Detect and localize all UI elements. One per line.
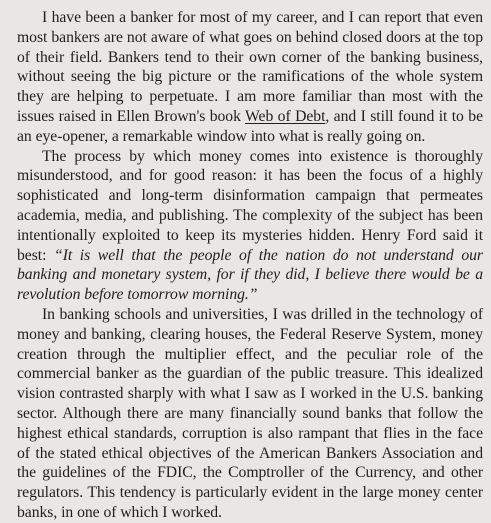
paragraph-3-text: In banking schools and universities, I was drilled in the technology of money and banking, clearing houses, the Federal Reserve System, money creation through the multiplier effect, and the peculiar role of the commercial banker as the guardian of the public treasure. This idealized vision contrasted sharply with what I saw as I worked in the U.S. banking sector. Although there are many financially sound banks that follow the highest ethical standards, corruption is also rampant that flies in the face of the stated ethical objectives of the American Bankers Association and the guidelines of the FDIC, the Comptroller of the Currency, and other regulators. This tendency is particularly evident in the large money center banks, in one of which I worked.	[17, 305, 483, 521]
body-text	[17, 8, 483, 523]
paragraph-1-text-before: I have been a banker for most of my career, and I can report that even most bankers are not aware of what goes on behind closed doors at the top of their field. Bankers tend to their own corner of the banking business, without seeing the big picture or the ramifications of the whole system they are helping to perpetuate. I am more familiar than most with the issues raised in Ellen Brown's book	[17, 9, 483, 125]
paragraph-1-text-after: , and I still found it to be an eye-opener, a remarkable window into what is really going on.	[17, 107, 483, 145]
book-title-web-of-debt: Web of Debt	[245, 107, 326, 125]
paragraph-2-text: The process by which money comes into existence is thoroughly misunderstood, and for good reason: it has been the focus of a highly sophisticated and long-term disinformation campaign that permeates academia, media, and publishing. The complexity of the subject has been intentionally exploited to keep its mysteries hidden. Henry Ford said it best:	[17, 147, 483, 264]
paragraph-3	[17, 305, 483, 523]
paragraph-2	[17, 147, 483, 305]
henry-ford-quote: “It is well that the people of the nation do not understand our banking and monetary system, for if they did, I believe there would be a revolution before tomorrow morning.”	[17, 246, 483, 304]
paragraph-1	[17, 8, 483, 147]
